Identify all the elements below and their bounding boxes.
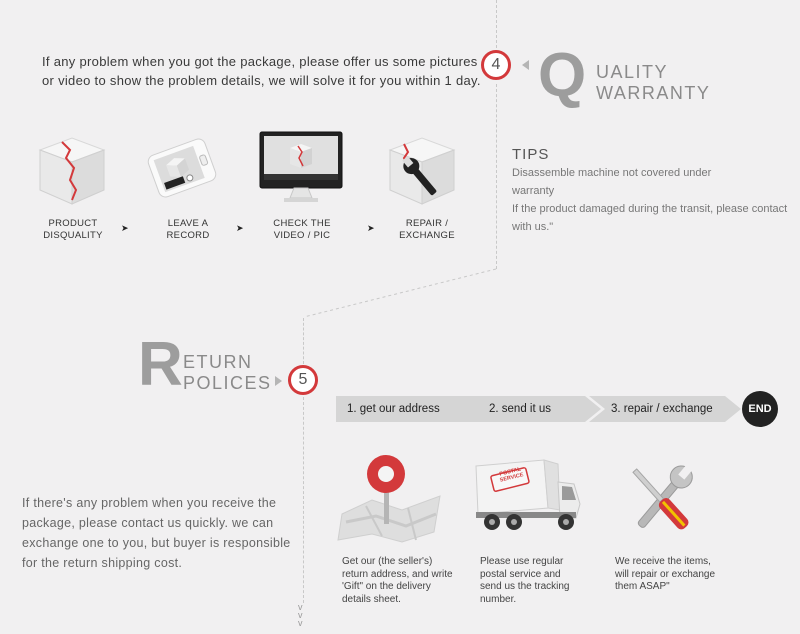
map-pin-icon xyxy=(336,446,446,551)
connector-line-lower xyxy=(303,318,304,364)
flow-step-3 xyxy=(589,396,743,422)
flow-step-2 xyxy=(455,396,603,422)
end-badge: END xyxy=(742,391,778,427)
smartphone-icon xyxy=(138,132,226,209)
caption-send-items: Please use regular postal service and send us the tracking number. xyxy=(480,556,570,605)
flow-step-2-label: 2. send it us xyxy=(489,403,552,415)
wrench-box-icon xyxy=(382,128,462,213)
flow-step-3-label: 3. repair / exchange xyxy=(611,403,713,415)
step-arrow-1: ➤ xyxy=(121,223,129,233)
postal-truck-icon xyxy=(468,456,584,541)
monitor-icon xyxy=(256,128,346,213)
step-label-repair-exchange: REPAIR / EXCHANGE xyxy=(399,218,455,241)
intro-text: If any problem when you got the package, please offer us some pictures or video to show the problem details, we will solve it for you within 1 day. xyxy=(42,54,481,88)
repair-tools-icon xyxy=(618,458,706,547)
connector-line-top xyxy=(496,0,497,48)
return-heading-line2: POLICES xyxy=(183,373,272,393)
return-big-letter: R xyxy=(138,330,183,399)
caption-repair-exchange: We receive the items, will repair or exchange them ASAP" xyxy=(615,556,716,592)
damaged-box-icon xyxy=(32,128,112,213)
down-chevrons-icon: v v v xyxy=(298,602,303,628)
step-label-leave-a-record: LEAVE A RECORD xyxy=(166,218,210,241)
tips-line-1: Disassemble machine not covered under warranty xyxy=(512,167,712,197)
pointer-left-icon xyxy=(522,60,529,70)
step-arrow-3: ➤ xyxy=(367,223,375,233)
step-number-5: 5 xyxy=(288,365,318,395)
tips-line-2: If the product damaged during the transit, please contact with us." xyxy=(512,203,788,233)
step-label-check-the-video: CHECK THE VIDEO / PIC xyxy=(273,218,331,241)
quality-heading-line1: UALITY xyxy=(596,62,669,82)
step-label-product-disquality: PRODUCT DISQUALITY xyxy=(43,218,103,241)
caption-get-address: Get our (the seller's) return address, and write 'Gift" on the delivery details sheet. xyxy=(342,556,453,605)
tips-title: TIPS xyxy=(512,146,550,163)
connector-diagonal xyxy=(300,268,500,318)
return-policy-text: If there's any problem when you receive the package, please contact us quickly. we can exchange one to you, but buyer is responsible for the return shipping cost. xyxy=(22,496,291,570)
connector-line-bottom xyxy=(303,397,304,603)
step-number-4: 4 xyxy=(481,50,511,80)
quality-big-letter: Q xyxy=(538,41,587,110)
step-arrow-2: ➤ xyxy=(236,223,244,233)
return-heading-line1: ETURN xyxy=(183,352,253,372)
quality-heading-line2: WARRANTY xyxy=(596,83,711,103)
flow-step-1-label: 1. get our address xyxy=(347,403,440,415)
connector-line-mid xyxy=(496,84,497,269)
pointer-right-icon xyxy=(275,376,282,386)
truck-sign-text: POSTAL SERVICE xyxy=(498,466,525,484)
